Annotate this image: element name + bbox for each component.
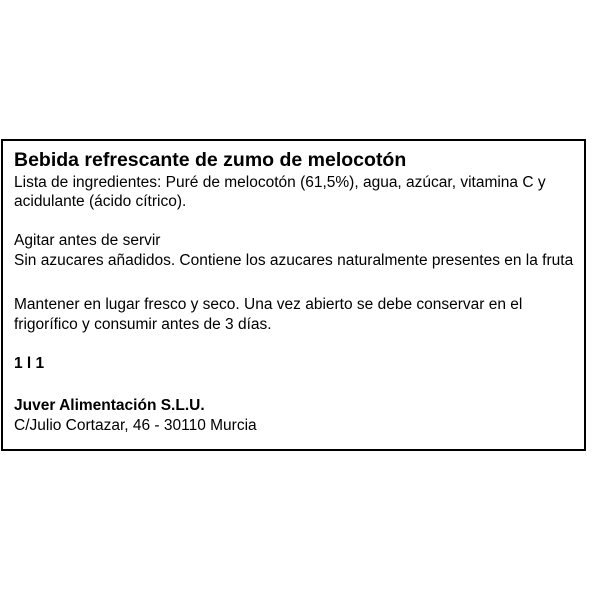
- company-address: C/Julio Cortazar, 46 - 30110 Murcia: [14, 417, 257, 434]
- shake-instruction: Agitar antes de servir: [14, 232, 161, 249]
- ingredients-line-2: acidulante (ácido cítrico).: [14, 193, 187, 210]
- storage-line-2: frigorífico y consumir antes de 3 días.: [14, 316, 272, 333]
- storage-line-1: Mantener en lugar fresco y seco. Una vez abierto se debe conservar en el: [14, 296, 523, 313]
- product-label-box: [1, 139, 586, 451]
- product-title: Bebida refrescante de zumo de melocotón: [14, 149, 407, 171]
- sugar-note: Sin azucares añadidos. Contiene los azucares naturalmente presentes en la fruta: [14, 252, 574, 269]
- company-name: Juver Alimentación S.L.U.: [14, 397, 205, 414]
- volume-text: 1 l 1: [14, 355, 45, 372]
- ingredients-line-1: Lista de ingredientes: Puré de melocotón (61,5%), agua, azúcar, vitamina C y: [14, 174, 546, 191]
